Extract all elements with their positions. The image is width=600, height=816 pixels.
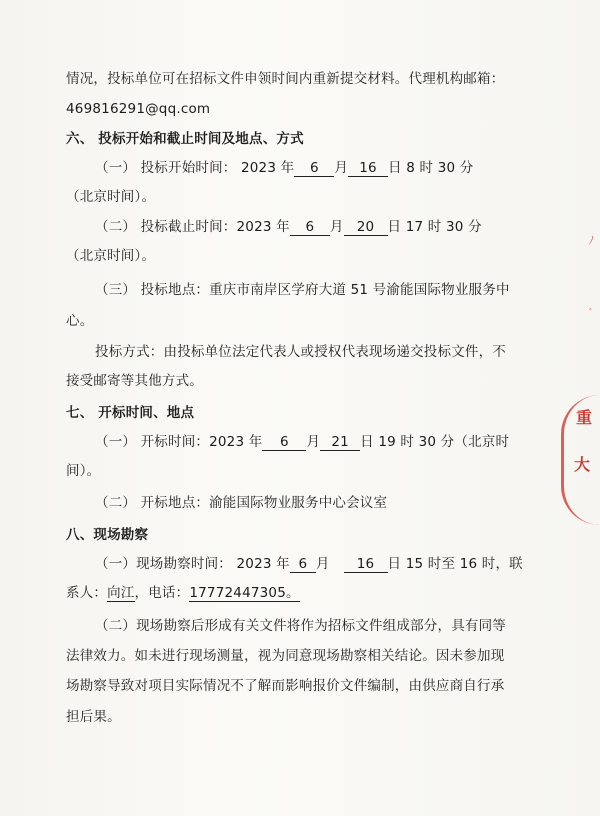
day-value: 16 [348, 160, 388, 177]
bid-start-time [95, 159, 473, 177]
section-heading-7: 七、 开标时间、地点 [66, 405, 195, 421]
time-text: 日 19 时 30 分（北京时 [360, 434, 510, 450]
month-value: 6 [290, 219, 330, 236]
edge-mark: ﾞ [588, 307, 594, 320]
beijing-time-note: （北京时间）。 [66, 248, 156, 264]
email-intro-text: 情况，投标单位可在招标文件申领时间内重新提交材料。代理机构邮箱： [66, 71, 505, 87]
time-text: 日 8 时 30 分 [388, 160, 474, 176]
section-heading-8: 八、现场勘察 [66, 527, 149, 543]
site-visit-time [95, 555, 523, 573]
site-visit-note: （二）现场勘察后形成有关文件将作为招标文件组成部分，具有同等 [95, 618, 506, 634]
section-heading-6: 六、 投标开始和截止时间及地点、方式 [66, 131, 304, 147]
seal-char: 大 [573, 455, 590, 474]
bid-location: （三） 投标地点：重庆市南岸区学府大道 51 号渝能国际物业服务中 [95, 282, 510, 298]
month-unit: 月 [306, 434, 321, 450]
month-unit: 月 [315, 556, 330, 572]
month-value: 6 [262, 434, 306, 451]
month-unit: 月 [329, 219, 344, 235]
opening-location: （二） 开标地点：渝能国际物业服务中心会议室 [95, 495, 388, 511]
seal-char: 重 [575, 408, 592, 427]
contact-phone: 17772447305。 [189, 585, 300, 601]
contact-name: 向江 [107, 585, 135, 601]
bid-deadline-time [95, 218, 482, 236]
site-visit-note-cont: 法律效力。如未进行现场测量，视为同意现场勘察相关结论。因未参加现 [66, 648, 505, 664]
time-text: 日 15 时至 16 时，联 [387, 556, 523, 572]
day-value: 21 [320, 434, 360, 451]
bid-location-cont: 心。 [66, 313, 94, 329]
text-line [66, 70, 504, 88]
opening-time [95, 433, 509, 451]
day-value: 20 [344, 219, 388, 236]
month-unit: 月 [334, 160, 349, 176]
edge-mark: ﾉ [588, 234, 594, 247]
beijing-time-note: （北京时间）。 [66, 189, 156, 205]
label: ，电话： [134, 585, 190, 601]
bid-method-cont: 接受邮寄等其他方式。 [66, 373, 203, 389]
email-address: 469816291@qq.com [66, 101, 211, 117]
site-visit-contact [66, 584, 300, 602]
day-value: 16 [344, 556, 388, 573]
site-visit-note-cont: 担后果。 [66, 709, 121, 725]
label: （一） 投标开始时间： 2023 年 [95, 160, 295, 176]
bid-method: 投标方式：由投标单位法定代表人或授权代表现场递交投标文件，不 [95, 344, 506, 360]
label: （一） 开标时间：2023 年 [95, 434, 263, 450]
label: （二） 投标截止时间：2023 年 [95, 219, 290, 235]
label: 系人： [66, 585, 108, 601]
opening-time-cont: 间）。 [66, 463, 101, 479]
time-text: 日 17 时 30 分 [387, 219, 482, 235]
month-value: 6 [294, 160, 334, 177]
label: （一）现场勘察时间： 2023 年 [95, 556, 290, 572]
site-visit-note-cont: 场勘察导致对项目实际情况不了解而影响报价文件编制，由供应商自行承 [66, 678, 505, 694]
month-value: 6 [290, 556, 316, 573]
